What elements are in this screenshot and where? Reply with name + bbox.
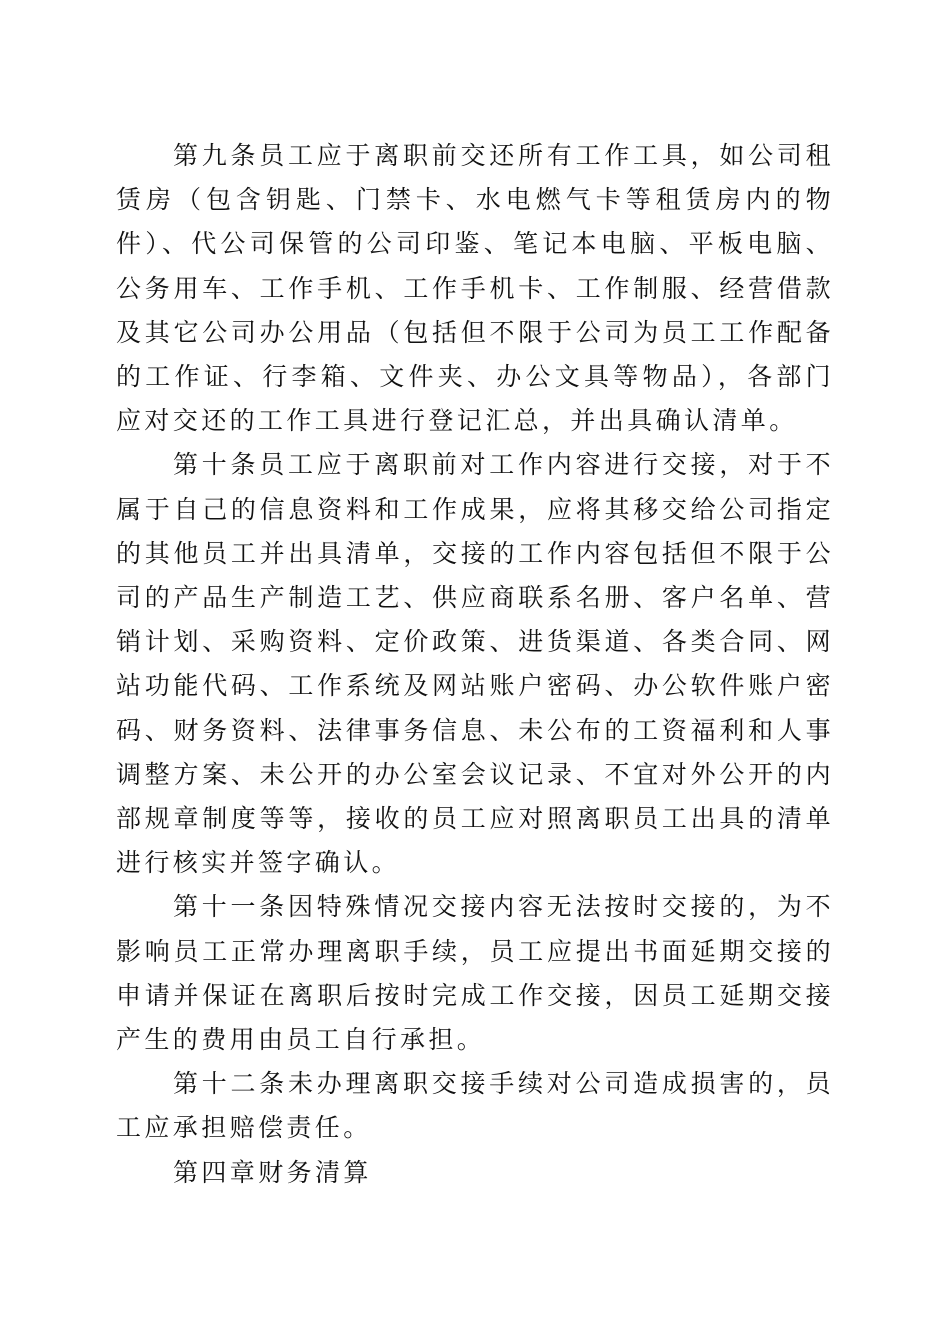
article-9-paragraph: 第九条员工应于离职前交还所有工作工具，如公司租赁房（包含钥匙、门禁卡、水电燃气卡等租赁房内的物件）、代公司保管的公司印鉴、笔记本电脑、平板电脑、公务用车、工作手机、工作手机卡、工作制服、经营借款及其它公司办公用品（包括但不限于公司为员工工作配备的工作证、行李箱、文件夹、办公文具等物品），各部门应对交还的工作工具进行登记汇总，并出具确认清单。 bbox=[116, 141, 834, 436]
chapter-4-heading: 第四章财务清算 bbox=[173, 1157, 372, 1187]
article-11-paragraph: 第十一条因特殊情况交接内容无法按时交接的，为不影响员工正常办理离职手续，员工应提出书面延期交接的申请并保证在离职后按时完成工作交接，因员工延期交接产生的费用由员工自行承担。 bbox=[116, 892, 834, 1055]
article-10-paragraph: 第十条员工应于离职前对工作内容进行交接，对于不属于自己的信息资料和工作成果，应将其移交给公司指定的其他员工并出具清单，交接的工作内容包括但不限于公司的产品生产制造工艺、供应商联系名册、客户名单、营销计划、采购资料、定价政策、进货渠道、各类合同、网站功能代码、工作系统及网站账户密码、办公软件账户密码、财务资料、法律事务信息、未公布的工资福利和人事调整方案、未公开的办公室会议记录、不宜对外公开的内部规章制度等等，接收的员工应对照离职员工出具的清单进行核实并签字确认。 bbox=[116, 450, 834, 878]
document-body bbox=[116, 134, 834, 1195]
article-12-paragraph: 第十二条未办理离职交接手续对公司造成损害的，员工应承担赔偿责任。 bbox=[116, 1069, 834, 1143]
